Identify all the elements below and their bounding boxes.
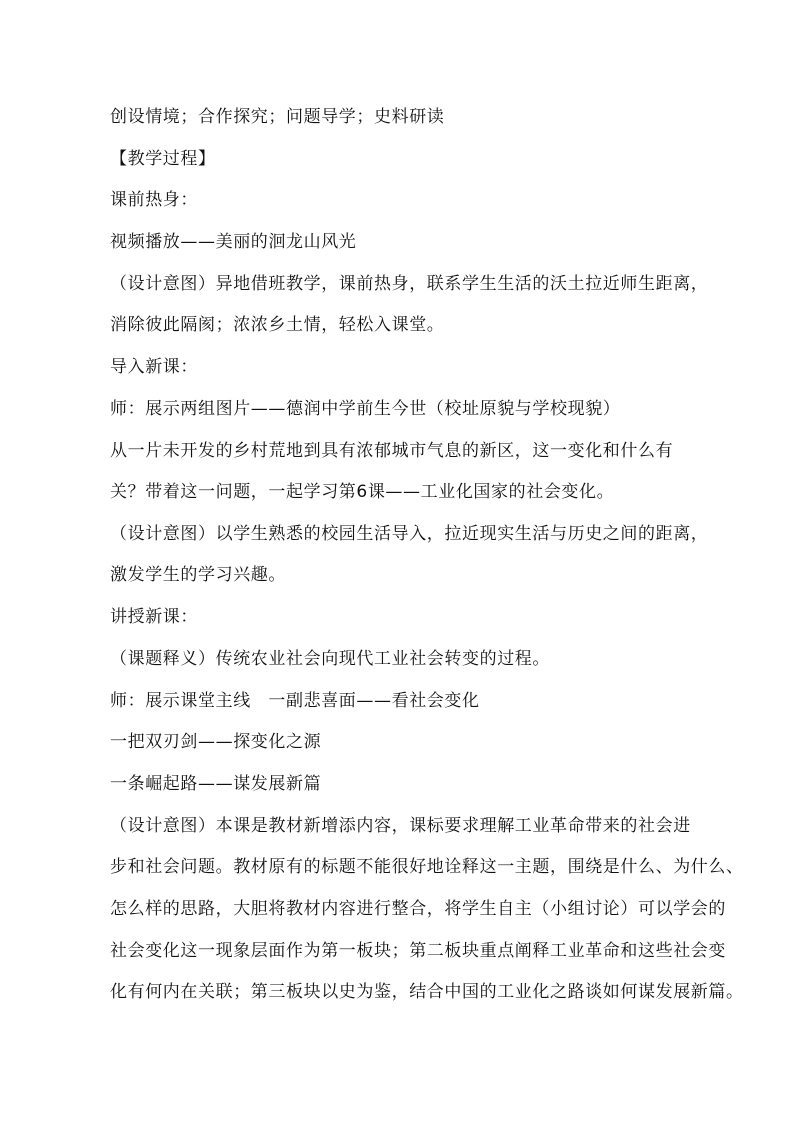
design-intent-3-line-5: 化有何内在关联；第三板块以史为鉴，结合中国的工业化之路谈如何谋发展新篇。 <box>110 982 744 1002</box>
section-heading-teaching-process: 【教学过程】 <box>110 149 216 169</box>
design-intent-1-line-1: （设计意图）异地借班教学，课前热身，联系学生生活的沃土拉近师生距离， <box>110 274 709 294</box>
topic-explanation-line: （课题释义）传统农业社会向现代工业社会转变的过程。 <box>110 649 550 669</box>
pre-class-warmup-heading: 课前热身： <box>110 190 198 210</box>
video-playback-line: 视频播放——美丽的洄龙山风光 <box>110 232 357 252</box>
teacher-main-thread-line: 师：展示课堂主线 一副悲喜面——看社会变化 <box>110 691 480 711</box>
design-intent-2-line-2: 激发学生的学习兴趣。 <box>110 565 286 585</box>
main-thread-item-2: 一把双刃剑——探变化之源 <box>110 732 322 752</box>
paragraph-question-line-1: 从一片未开发的乡村荒地到具有浓郁城市气息的新区，这一变化和什么有 <box>110 441 674 461</box>
teacher-show-pictures-line: 师：展示两组图片——德润中学前生今世（校址原貌与学校现貌） <box>110 399 621 419</box>
design-intent-3-line-4: 社会变化这一现象层面作为第一板块；第二板块重点阐释工业革命和这些社会变 <box>110 941 726 961</box>
introduce-new-lesson-heading: 导入新课： <box>110 357 198 377</box>
paragraph-question-line-2: 关？带着这一问题，一起学习第6课——工业化国家的社会变化。 <box>110 482 615 502</box>
teaching-methods-line: 创设情境；合作探究；问题导学；史料研读 <box>110 107 445 127</box>
design-intent-3-line-3: 怎么样的思路，大胆将教材内容进行整合，将学生自主（小组讨论）可以学会的 <box>110 899 726 919</box>
design-intent-2-line-1: （设计意图）以学生熟悉的校园生活导入，拉近现实生活与历史之间的距离， <box>110 524 709 544</box>
design-intent-1-line-2: 消除彼此隔阂；浓浓乡土情，轻松入课堂。 <box>110 315 445 335</box>
design-intent-3-line-2: 步和社会问题。教材原有的标题不能很好地诠释这一主题，围绕是什么、为什么、 <box>110 857 744 877</box>
design-intent-3-line-1: （设计意图）本课是教材新增添内容，课标要求理解工业革命带来的社会进 <box>110 816 691 836</box>
teach-new-lesson-heading: 讲授新课： <box>110 607 198 627</box>
main-thread-item-3: 一条崛起路——谋发展新篇 <box>110 774 322 794</box>
